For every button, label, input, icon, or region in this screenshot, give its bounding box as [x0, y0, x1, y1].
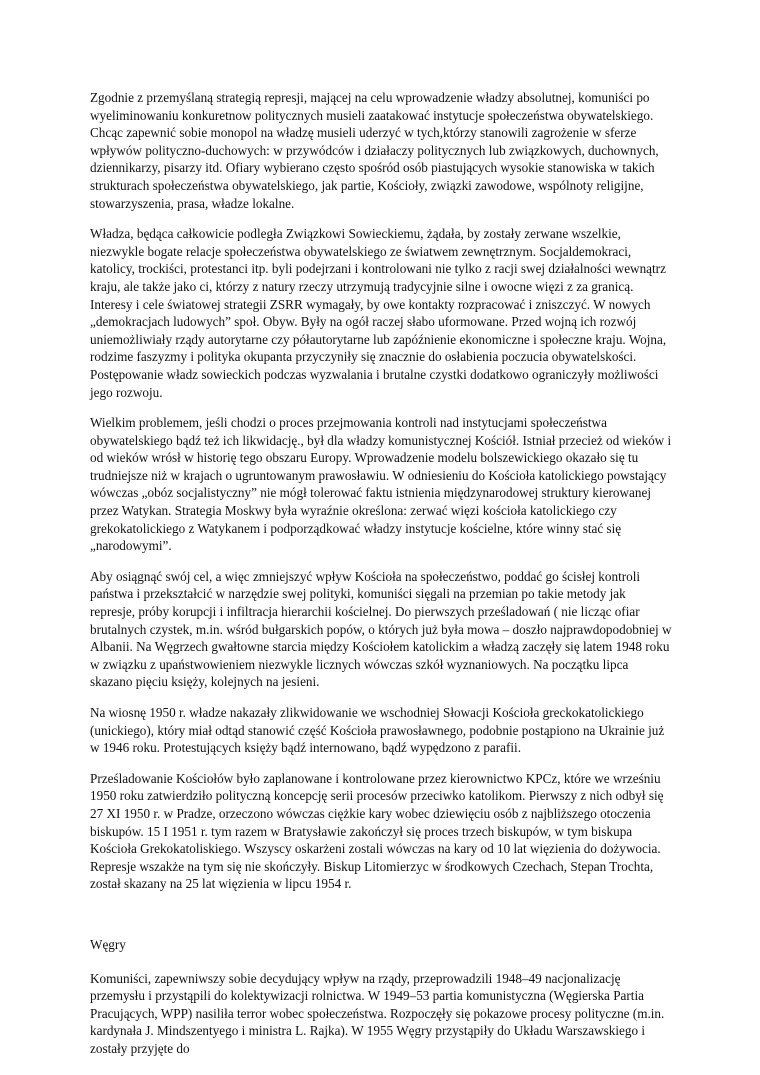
paragraph-1: Zgodnie z przemyślaną strategią represji, mającej na celu wprowadzenie władzy absolutnej, komuniści po wyeliminowaniu konkuretnow politycznych musieli zaatakować instytucje społeczeństwa obywatelskiego. Chcąc zapewnić sobie monopol na władzę musieli uderzyć w tych,którzy stanowili zagrożenie w sferze wpływów polityczno-duchowych: w przywódców i działaczy politycznych lub związkowych, duchownych, dziennikarzy, pisarzy itd. Ofiary wybierano często spośród osób piastujących wysokie stanowiska w takich strukturach społeczeństwa obywatelskiego, jak partie, Kościoły, związki zawodowe, wspólnoty religijne, stowarzyszenia, prasa, władze lokalne.	[90, 90, 659, 211]
section-paragraph: Komuniści, zapewniwszy sobie decydujący wpływ na rządy, przeprowadzili 1948–49 nacjonalizację przemysłu i przystąpili do kolektywizacji rolnictwa. W 1949–53 partia komunistyczna (Węgierska Partia Pracujących, WPP) nasiliła terror wobec społeczeństwa. Rozpoczęły się pokazowe procesy polityczne (m.in. kardynała J. Mindszentyego i ministra L. Rajka). W 1955 Węgry przystąpiły do Układu Warszawskiego i zostały przyjęte do	[90, 970, 665, 1056]
paragraph-3: Wielkim problemem, jeśli chodzi o proces przejmowania kontroli nad instytucjami społeczeństwa obywatelskiego bądź też ich likwidację., był dla władzy komunistycznej Kościół. Istniał przecież od wieków i od wieków wrósł w historię tego obszaru Europy. Wprowadzenie modelu bolszewickiego okazało się tu trudniejsze niż w krajach o ugruntowanym prawosławiu. W odniesieniu do Kościoła katolickiego powstający wówczas „obóz socjalistyczny” nie mógł tolerować faktu istnienia międzynarodowej struktury kierowanej przez Watykan. Strategia Moskwy była wyraźnie określona: zerwać więzi kościoła katolickiego czy grekokatolickiego z Watykanem i podporządkować władzy instytucje kościelne, które winny stać się „narodowymi”.	[90, 415, 672, 554]
section-heading: Węgry	[90, 936, 126, 952]
paragraph-6: Prześladowanie Kościołów było zaplanowane i kontrolowane przez kierownictwo KPCz, które we wrześniu 1950 roku zatwierdziło polityczną koncepcję serii procesów przeciwko katolikom. Pierwszy z nich odbył się 27 XI 1950 r. w Pradze, orzeczono wówczas ciężkie kary wobec dziewięciu osób z najbliższego otoczenia biskupów. 15 I 1951 r. tym razem w Bratysławie zakończył się proces trzech biskupów, w tym biskupa Kościoła Grekokatoliskiego. Wszyscy oskarżeni zostali wówczas na kary od 10 lat więzienia do dożywocia. Represje wszakże na tym się nie skończyły. Biskup Litomierzyc w środkowych Czechach, Stepan Trochta, został skazany na 25 lat więzienia w lipcu 1954 r.	[90, 770, 664, 892]
paragraph-5: Na wiosnę 1950 r. władze nakazały zlikwidowanie we wschodniej Słowacji Kościoła greckokatolickiego (unickiego), który miał odtąd stanowić część Kościoła prawosławnego, podobnie postąpiono na Ukrainie już w 1946 roku. Protestujących księży bądź internowano, bądź wypędzono z parafii.	[90, 705, 665, 756]
paragraph-4: Aby osiągnąć swój cel, a więc zmniejszyć wpływ Kościoła na społeczeństwo, poddać go ścisłej kontroli państwa i przekształcić w narzędzie swej polityki, komuniści sięgali na przemian po takie metody jak represje, próby korupcji i infiltracja hierarchii kościelnej. Do pierwszych prześladowań ( nie licząc ofiar brutalnych czystek, m.in. wśród bułgarskich popów, o których już była mowa – doszło najprawdopodobniej w Albanii. Na Węgrzech gwałtowne starcia między Kościołem katolickim a władzą zaczęły się latem 1948 roku w związku z upaństwowieniem niezwykle licznych wówczas szkół wyznaniowych. Na początku lipca skazano pięciu księży, kolejnych na jesieni.	[90, 568, 672, 690]
paragraph-2: Władza, będąca całkowicie podległa Związkowi Sowieckiemu, żądała, by zostały zerwane wszelkie, niezwykle bogate relacje społeczeństwa obywatelskiego ze światwem zewnętrznym. Socjaldemokraci, katolicy, trockiści, protestanci itp. byli podejrzani i kontrolowani nie tylko z racji swej działalności wewnątrz kraju, ale także jako ci, którzy z natury rzeczy utrzymują tradycyjnie silne i owocne więzi z za granicą. Interesy i cele światowej strategii ZSRR wymagały, by owe kontakty rozpracować i zniszczyć. W nowych „demokracjach ludowych” społ. Obyw. Były na ogół raczej słabo uformowane. Przed wojną ich rozwój uniemożliwiały rządy autorytarne czy półautorytarne lub zapóźnienie ekonomiczne i społeczne kraju. Wojna, rodzime faszyzmy i polityka okupanta przyczyniły się znacznie do osłabienia poczucia obywatelskości. Postępowanie władz sowieckich podczas wyzwalania i brutalne czystki dodatkowo ograniczyły możliwości jego rozwoju.	[90, 226, 667, 400]
